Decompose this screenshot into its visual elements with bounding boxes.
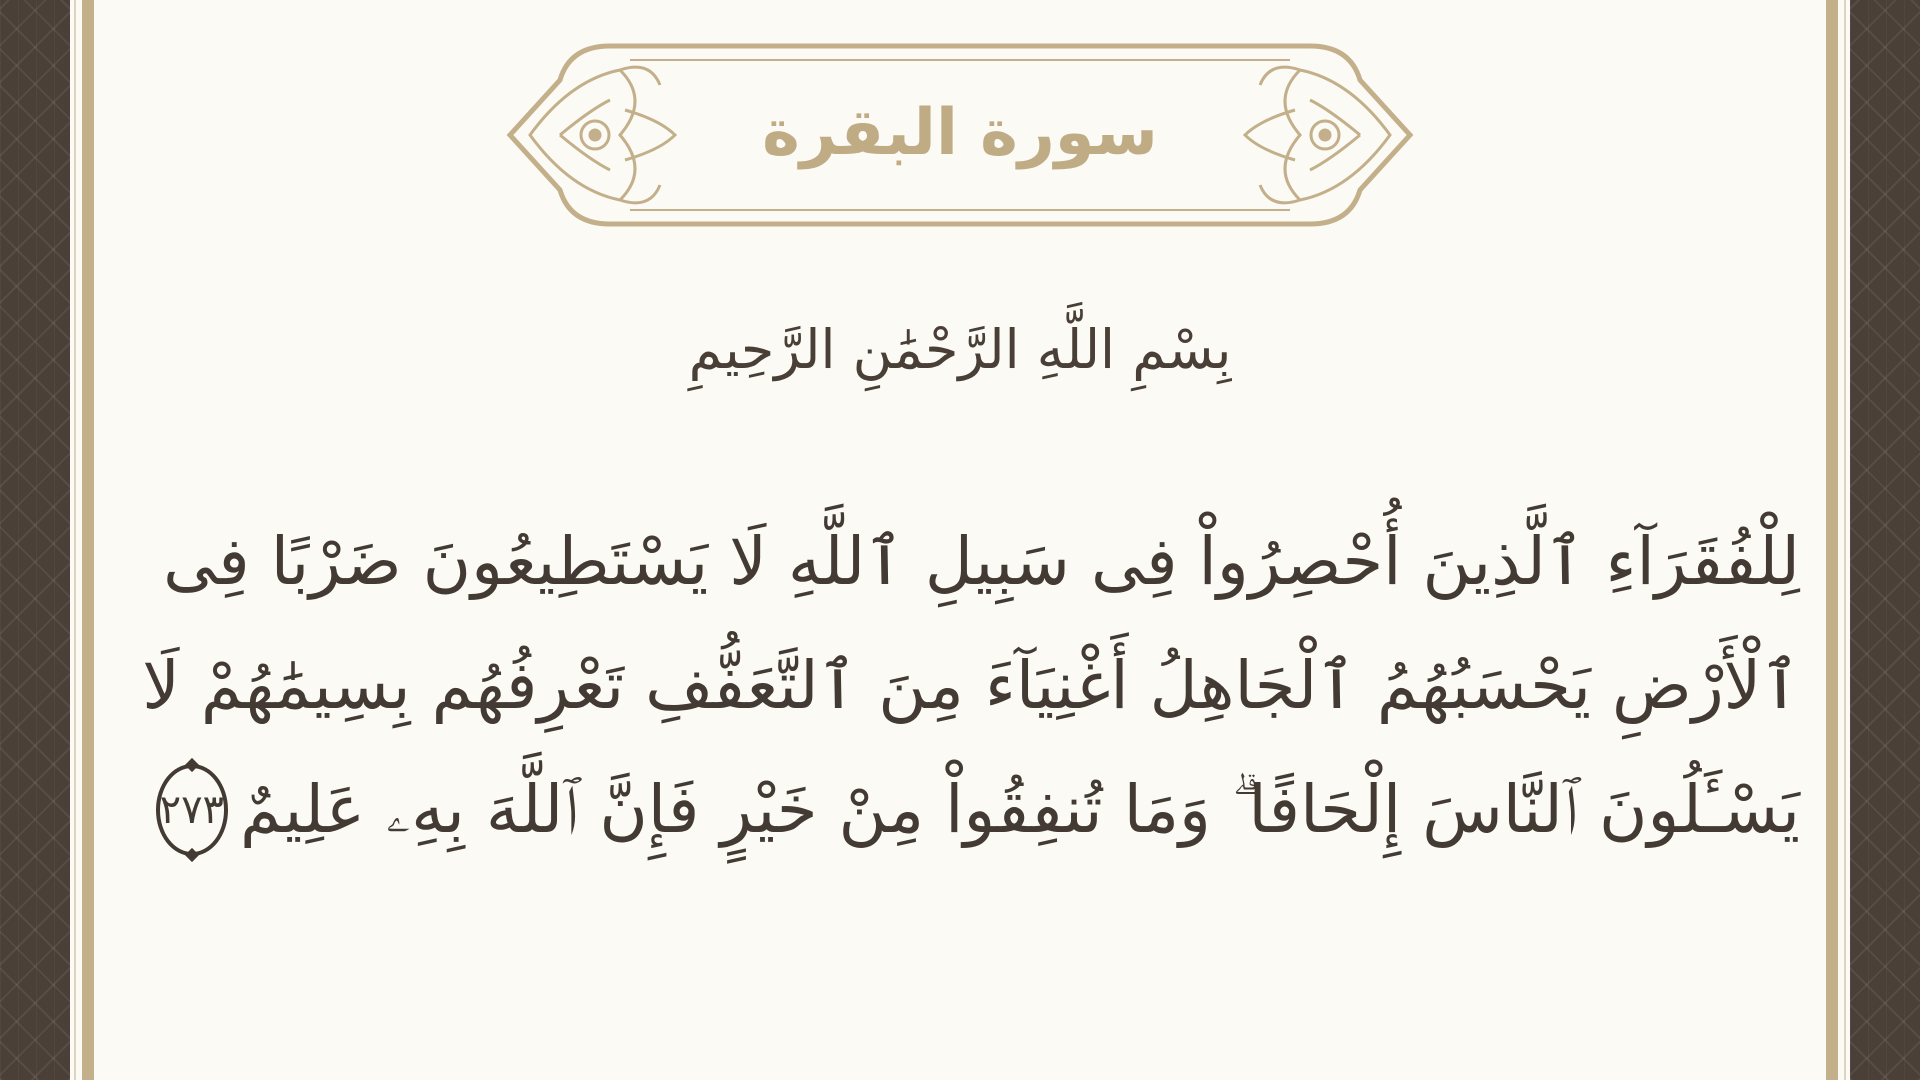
verse-line-2: ٱلْأَرْضِ يَحْسَبُهُمُ ٱلْجَاهِلُ أَغْنِيَآءَ مِنَ ٱلتَّعَفُّفِ تَعْرِفُهُم بِسِيمَٰهُمْ لَا [142,647,1800,724]
right-gold-rule [1826,0,1838,1080]
verse-line-3-container [159,748,1800,872]
left-gold-rule [82,0,94,1080]
verse-line-1: لِلْفُقَرَآءِ ٱلَّذِينَ أُحْصِرُواْ فِى سَبِيلِ ٱللَّهِ لَا يَسْتَطِيعُونَ ضَرْبًا فِى [163,523,1800,600]
basmala-calligraphy: بِسْمِ اللَّهِ الرَّحْمَٰنِ الرَّحِيمِ [688,318,1232,381]
right-decorative-border [1850,0,1920,1080]
left-decorative-border [0,0,70,1080]
ayah-number-medallion: ٢٧٣ [156,764,228,856]
verse-line-3: يَسْـَٔلُونَ ٱلنَّاسَ إِلْحَافًا ۗ وَمَا تُنفِقُواْ مِنْ خَيْرٍ فَإِنَّ ٱللَّهَ بِهِۦ عَلِيمٌ [240,771,1800,848]
verse-text [142,500,1800,872]
right-thin-rule [1844,0,1846,1080]
surah-title: سورة البقرة [762,96,1158,170]
left-thin-rule [74,0,76,1080]
surah-title-cartouche [500,40,1420,230]
